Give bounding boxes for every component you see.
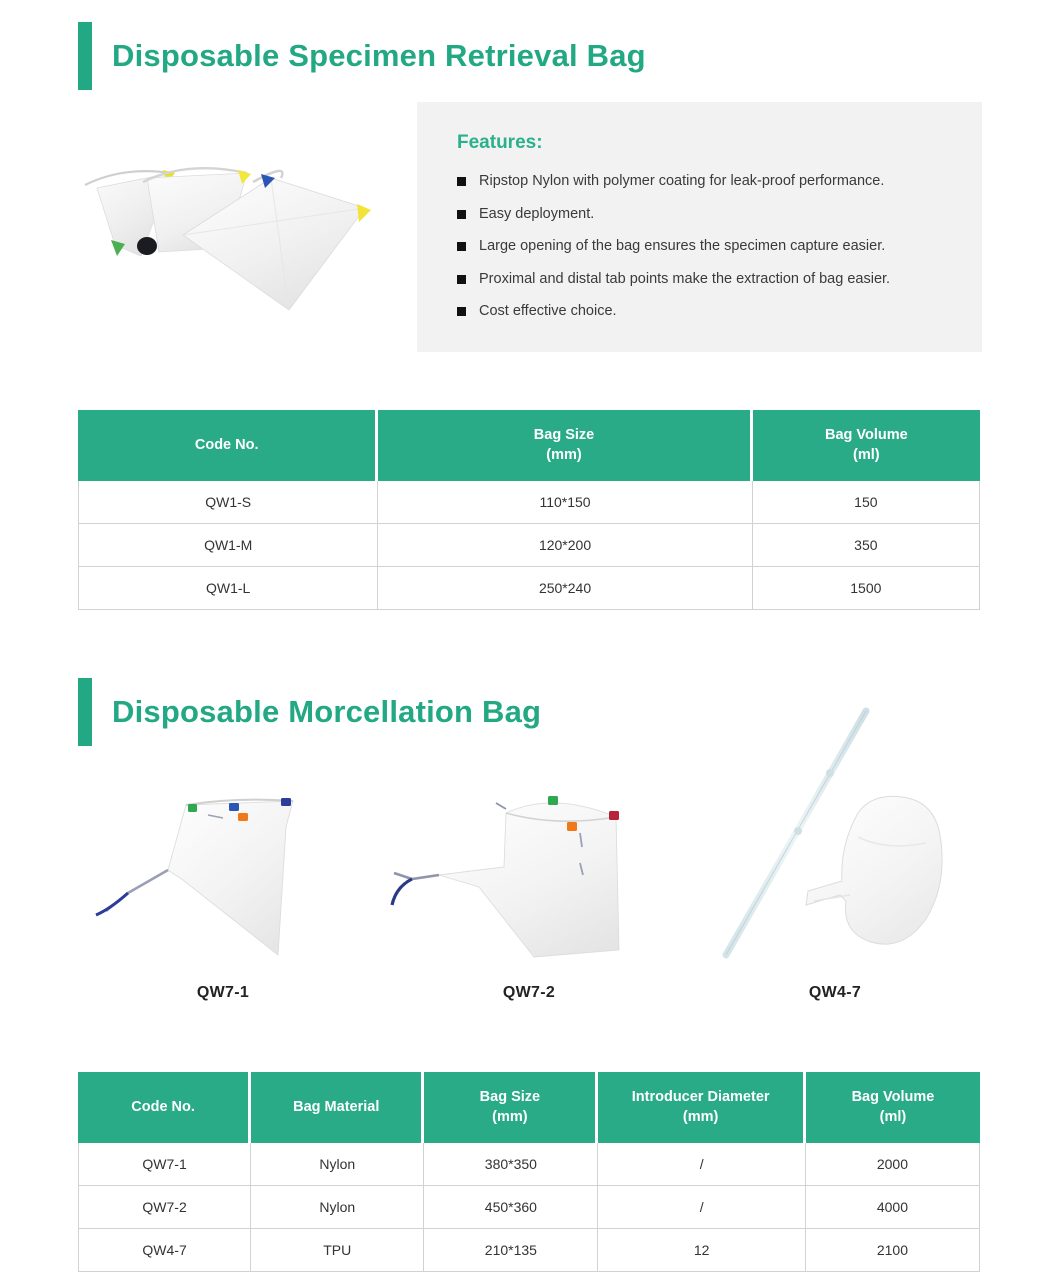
cell-code-no: QW1-L <box>78 567 378 610</box>
cell-introducer-diameter: 12 <box>598 1229 805 1272</box>
section-title-morcellation: Disposable Morcellation Bag <box>112 694 542 729</box>
morcellation-bag-qw4-7-illustration <box>690 705 980 970</box>
column-header-introducer-diameter <box>598 1072 805 1143</box>
product-caption-qw4-7: QW4-7 <box>808 984 862 1001</box>
cell-code-no: QW1-S <box>78 481 378 524</box>
cell-bag-size: 450*360 <box>424 1186 598 1229</box>
feature-text: Cost effective choice. <box>479 303 617 320</box>
column-header-bag-volume <box>806 1072 980 1143</box>
feature-item <box>457 172 948 192</box>
column-header-unit: (ml) <box>879 1108 907 1125</box>
bullet-square-icon <box>457 210 466 219</box>
feature-item <box>457 205 948 225</box>
column-header-label: Bag Volume <box>824 427 908 443</box>
cell-bag-material: TPU <box>251 1229 424 1272</box>
section-heading-specimen-retrieval <box>78 22 646 90</box>
feature-text: Ripstop Nylon with polymer coating for leak-proof performance. <box>479 173 885 189</box>
feature-text: Easy deployment. <box>479 205 595 222</box>
table-header-row <box>78 410 980 481</box>
cell-bag-volume: 1500 <box>753 567 980 610</box>
features-heading: Features: <box>457 132 543 153</box>
cell-bag-volume: 4000 <box>806 1186 980 1229</box>
cell-bag-volume: 350 <box>753 524 980 567</box>
feature-item <box>457 270 948 290</box>
column-header-label: Bag Size <box>479 1089 541 1105</box>
product-qw4-7 <box>690 705 980 1002</box>
table-row <box>78 1229 980 1272</box>
specimen-retrieval-spec-table <box>78 410 980 610</box>
bullet-square-icon <box>457 242 466 251</box>
cell-introducer-diameter: / <box>598 1143 805 1186</box>
column-header-label: Bag Volume <box>851 1089 935 1105</box>
table-row <box>78 567 980 610</box>
column-header-unit: (mm) <box>682 1108 719 1125</box>
column-header-bag-volume <box>753 410 980 481</box>
accent-bar <box>78 22 92 90</box>
table-row <box>78 1186 980 1229</box>
bullet-square-icon <box>457 307 466 316</box>
page-title: Disposable Specimen Retrieval Bag <box>112 38 646 73</box>
morcellation-bag-qw7-2-illustration <box>384 775 674 970</box>
column-header-label: Bag Size <box>533 427 595 443</box>
column-header-unit: (ml) <box>853 446 880 463</box>
features-panel <box>417 102 982 352</box>
table-row <box>78 524 980 567</box>
cell-bag-size: 380*350 <box>424 1143 598 1186</box>
column-header-bag-material <box>251 1072 424 1143</box>
morcellation-spec-table <box>78 1072 980 1272</box>
cell-code-no: QW1-M <box>78 524 378 567</box>
column-header-label: Bag Material <box>293 1098 380 1115</box>
column-header-code-no <box>78 410 378 481</box>
morcellation-products-row <box>78 705 980 1002</box>
column-header-unit: (mm) <box>492 1108 528 1125</box>
cell-bag-material: Nylon <box>251 1186 424 1229</box>
column-header-unit: (mm) <box>546 446 582 463</box>
table-row <box>78 481 980 524</box>
product-caption-qw7-2: QW7-2 <box>502 984 556 1001</box>
cell-bag-size: 210*135 <box>424 1229 598 1272</box>
specimen-retrieval-bags-photo <box>75 140 405 335</box>
product-qw7-1 <box>78 775 368 1002</box>
morcellation-spec-table-wrap <box>78 1072 980 1272</box>
product-qw7-2 <box>384 775 674 1002</box>
column-header-code-no <box>78 1072 251 1143</box>
bullet-square-icon <box>457 177 466 186</box>
bullet-square-icon <box>457 275 466 284</box>
specimen-retrieval-spec-table-wrap <box>78 410 980 610</box>
cell-bag-size: 250*240 <box>378 567 752 610</box>
cell-bag-size: 110*150 <box>378 481 752 524</box>
cell-introducer-diameter: / <box>598 1186 805 1229</box>
specimen-bags-illustration <box>75 140 405 335</box>
column-header-bag-size <box>424 1072 598 1143</box>
cell-code-no: QW7-1 <box>78 1143 251 1186</box>
cell-bag-volume: 2100 <box>806 1229 980 1272</box>
feature-item <box>457 302 948 322</box>
cell-bag-size: 120*200 <box>378 524 752 567</box>
feature-item <box>457 237 948 257</box>
cell-bag-volume: 2000 <box>806 1143 980 1186</box>
feature-text: Large opening of the bag ensures the specimen capture easier. <box>479 238 886 255</box>
morcellation-bag-qw7-1-illustration <box>88 775 358 970</box>
table-row <box>78 1143 980 1186</box>
feature-text: Proximal and distal tab points make the extraction of bag easier. <box>479 270 891 287</box>
column-header-label: Code No. <box>131 1098 195 1115</box>
table-header-row <box>78 1072 980 1143</box>
cell-bag-material: Nylon <box>251 1143 424 1186</box>
cell-code-no: QW7-2 <box>78 1186 251 1229</box>
column-header-label: Code No. <box>194 436 259 453</box>
product-caption-qw7-1: QW7-1 <box>196 984 250 1001</box>
column-header-bag-size <box>378 410 752 481</box>
cell-bag-volume: 150 <box>753 481 980 524</box>
column-header-label: Introducer Diameter <box>631 1089 770 1105</box>
cell-code-no: QW4-7 <box>78 1229 251 1272</box>
